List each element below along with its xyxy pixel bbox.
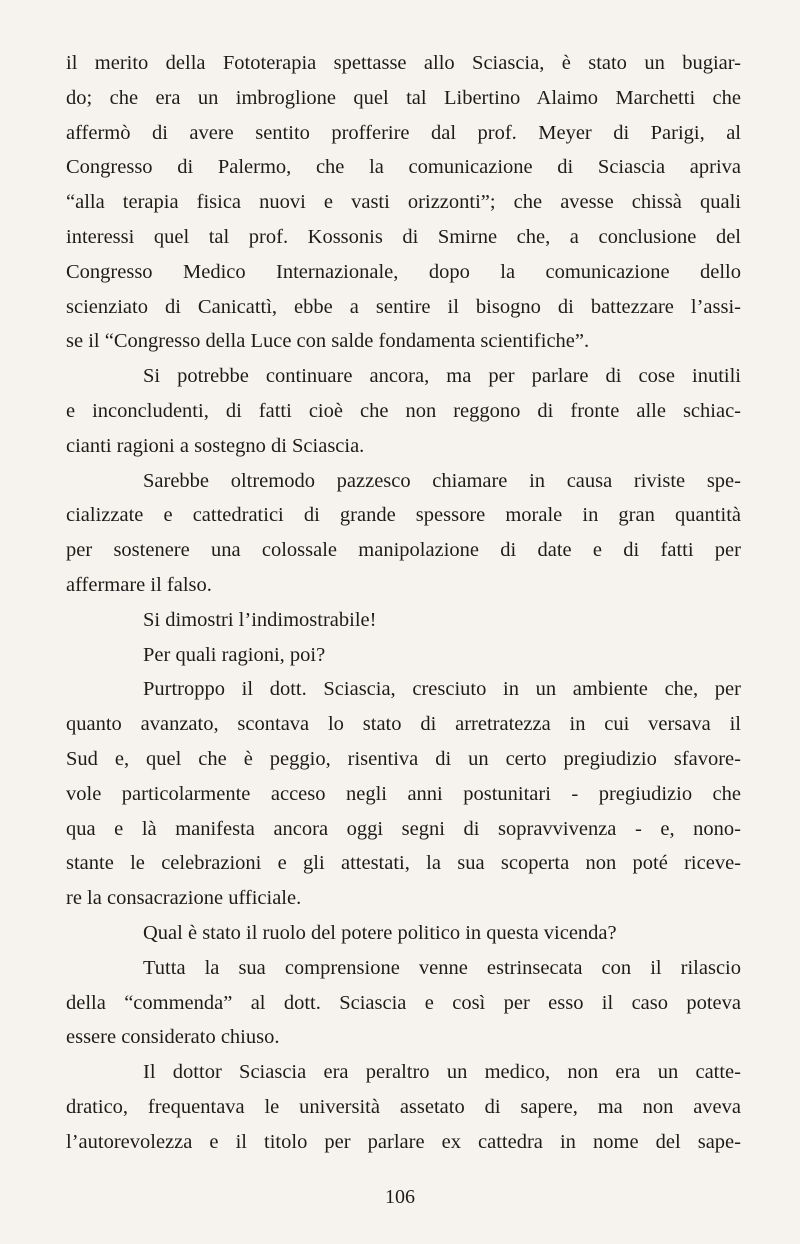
text-line: Per quali ragioni, poi? xyxy=(143,643,326,666)
text-line: dratico, frequentava le università assetato di sapere, ma non aveva xyxy=(66,1095,741,1118)
text-line: l’autorevolezza e il titolo per parlare ex cattedra in nome del sape- xyxy=(66,1130,741,1153)
text-line: cializzate e cattedratici di grande spessore morale in gran quantità xyxy=(66,504,741,527)
text-line: affermare il falso. xyxy=(66,573,212,596)
text-line: re la consacrazione ufficiale. xyxy=(66,887,302,910)
text-line: do; che era un imbroglione quel tal Libertino Alaimo Marchetti che xyxy=(66,86,741,109)
text-line: stante le celebrazioni e gli attestati, la sua scoperta non poté riceve- xyxy=(66,852,741,875)
text-line: Il dottor Sciascia era peraltro un medico, non era un catte- xyxy=(143,1061,741,1084)
text-line: “alla terapia fisica nuovi e vasti orizzonti”; che avesse chissà quali xyxy=(66,191,741,214)
text-line: affermò di avere sentito profferire dal prof. Meyer di Parigi, al xyxy=(66,121,741,144)
text-line: scienziato di Canicattì, ebbe a sentire il bisogno di battezzare l’assi- xyxy=(66,295,741,318)
text-line: qua e là manifesta ancora oggi segni di sopravvivenza - e, nono- xyxy=(66,817,741,840)
text-line: Purtroppo il dott. Sciascia, cresciuto in un ambiente che, per xyxy=(143,678,741,701)
text-line: per sostenere una colossale manipolazione di date e di fatti per xyxy=(66,539,741,562)
text-line: Congresso di Palermo, che la comunicazione di Sciascia apriva xyxy=(66,156,741,179)
text-line: se il “Congresso della Luce con salde fondamenta scientifiche”. xyxy=(66,330,590,353)
text-line: essere considerato chiuso. xyxy=(66,1026,280,1049)
text-line: e inconcludenti, di fatti cioè che non reggono di fronte alle schiac- xyxy=(66,399,741,422)
body-text xyxy=(66,46,741,1160)
text-line: Si potrebbe continuare ancora, ma per parlare di cose inutili xyxy=(143,365,741,388)
text-line: vole particolarmente acceso negli anni postunitari - pregiudizio che xyxy=(66,782,741,805)
text-line: il merito della Fototerapia spettasse allo Sciascia, è stato un bugiar- xyxy=(66,52,741,74)
text-line: Sud e, quel che è peggio, risentiva di un certo pregiudizio sfavore- xyxy=(66,747,741,770)
text-line: Qual è stato il ruolo del potere politico in questa vicenda? xyxy=(143,921,617,944)
text-line: Si dimostri l’indimostrabile! xyxy=(143,608,377,631)
text-line: Tutta la sua comprensione venne estrinsecata con il rilascio xyxy=(143,956,741,979)
text-line: Congresso Medico Internazionale, dopo la comunicazione dello xyxy=(66,260,741,283)
text-line: Sarebbe oltremodo pazzesco chiamare in causa riviste spe- xyxy=(143,469,741,492)
text-line: quanto avanzato, scontava lo stato di arretratezza in cui versava il xyxy=(66,713,741,736)
page-number: 106 xyxy=(385,1186,415,1208)
text-line: cianti ragioni a sostegno di Sciascia. xyxy=(66,434,365,457)
text-line: della “commenda” al dott. Sciascia e così per esso il caso poteva xyxy=(66,991,741,1014)
text-line: interessi quel tal prof. Kossonis di Smirne che, a conclusione del xyxy=(66,225,741,248)
